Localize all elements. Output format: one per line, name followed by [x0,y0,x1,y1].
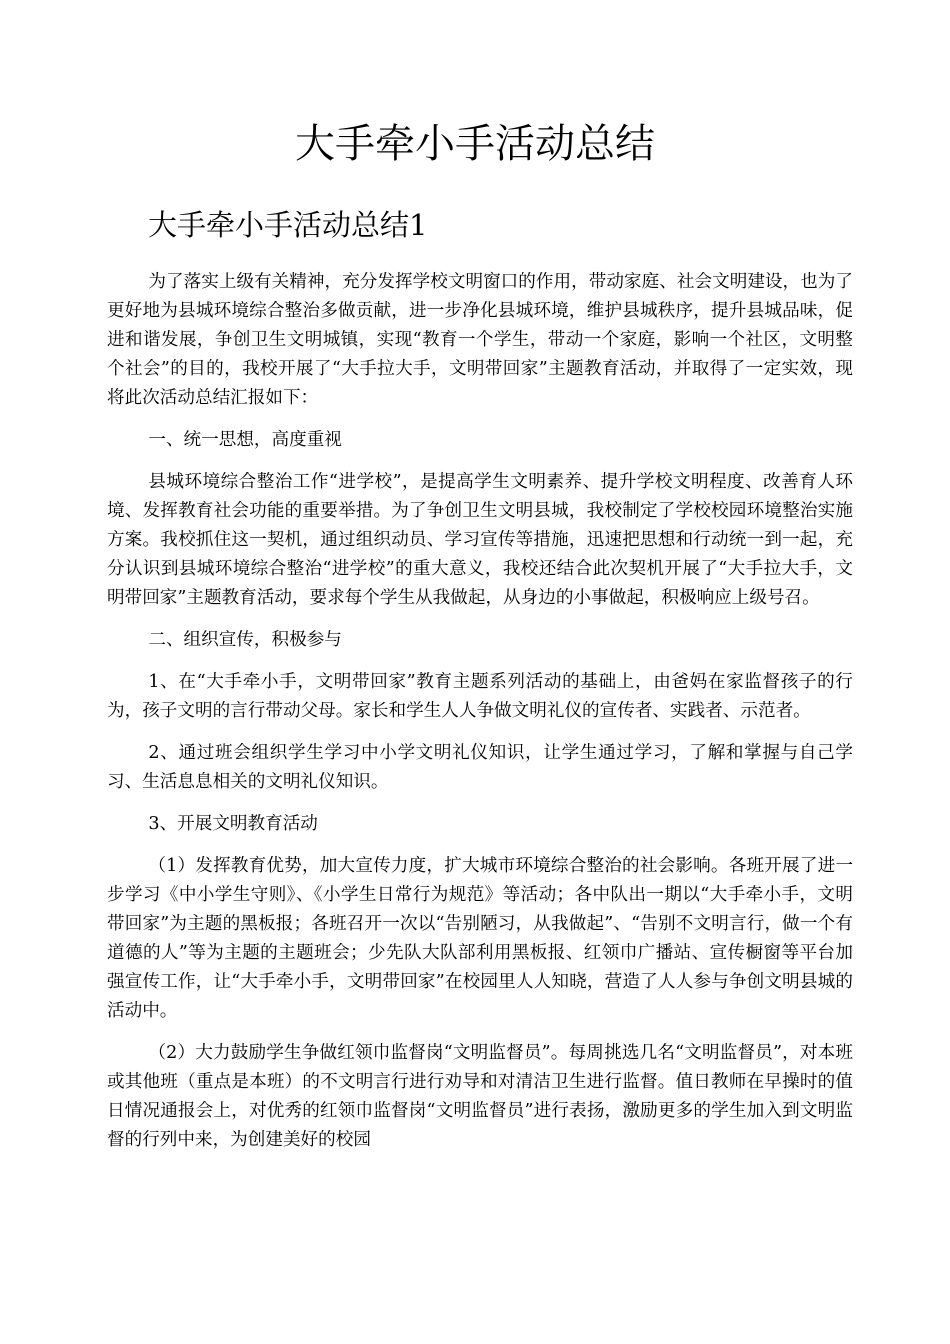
section-subtitle: 大手牵小手活动总结1 [148,208,428,242]
paragraph-item-1: 1、在“大手牵小手，文明带回家”教育主题系列活动的基础上，由爸妈在家监督孩子的行为，孩子文明的言行带动父母。家长和学生人人争做文明礼仪的宣传者、实践者、示范者。 [107,672,853,721]
paragraph-sub-1: （1）发挥教育优势，加大宣传力度，扩大城市环境综合整治的社会影响。各班开展了进一步学习《中小学生守则》、《小学生日常行为规范》等活动；各中队出一期以“大手牵小手，文明带回家”为主题的黑板报；各班召开一次以“告别陋习，从我做起”、“告别不文明言行，做一个有道德的人”等为主题的主题班会；少先队大队部利用黑板报、红领巾广播站、宣传橱窗等平台加强宣传工作，让“大手牵小手，文明带回家”在校园里人人知晓，营造了人人参与争创文明县城的活动中。 [107,856,853,1021]
paragraph-item-2: 2、通过班会组织学生学习中小学文明礼仪知识，让学生通过学习，了解和掌握与自己学习、生活息息相关的文明礼仪知识。 [107,743,853,792]
heading-item-3: 3、开展文明教育活动 [148,814,318,834]
heading-organize-promote: 二、组织宣传，积极参与 [148,630,342,650]
paragraph-intro: 为了落实上级有关精神，充分发挥学校文明窗口的作用，带动家庭、社会文明建设，也为了更好地为县城环境综合整治多做贡献，进一步净化县城环境，维护县城秩序，提升县城品味，促进和谐发展，争创卫生文明城镇，实现“教育一个学生，带动一个家庭，影响一个社区，文明整个社会”的目的，我校开展了“大手拉大手，文明带回家”主题教育活动，并取得了一定实效，现将此次活动总结汇报如下： [107,272,853,408]
paragraph-unify-thinking: 县城环境综合整治工作“进学校”，是提高学生文明素养、提升学校文明程度、改善育人环境、发挥教育社会功能的重要举措。为了争创卫生文明县城，我校制定了学校校园环境整治实施方案。我校抓住这一契机，通过组织动员、学习宣传等措施，迅速把思想和行动统一到一起，充分认识到县城环境综合整治“进学校”的重大意义，我校还结合此次契机开展了“大手拉大手，文明带回家”主题教育活动，要求每个学生从我做起，从身边的小事做起，积极响应上级号召。 [107,472,853,608]
paragraph-sub-2: （2）大力鼓励学生争做红领巾监督岗“文明监督员”。每周挑选几名“文明监督员”，对本班或其他班（重点是本班）的不文明言行进行劝导和对清洁卫生进行监督。值日教师在早操时的值日情况通报会上，对优秀的红领巾监督岗“文明监督员”进行表扬，激励更多的学生加入到文明监督的行列中来，为创建美好的校园 [107,1043,853,1150]
document-body [107,268,853,1168]
document-title: 大手牵小手活动总结 [295,121,655,167]
heading-unify-thinking: 一、统一思想，高度重视 [148,430,342,450]
